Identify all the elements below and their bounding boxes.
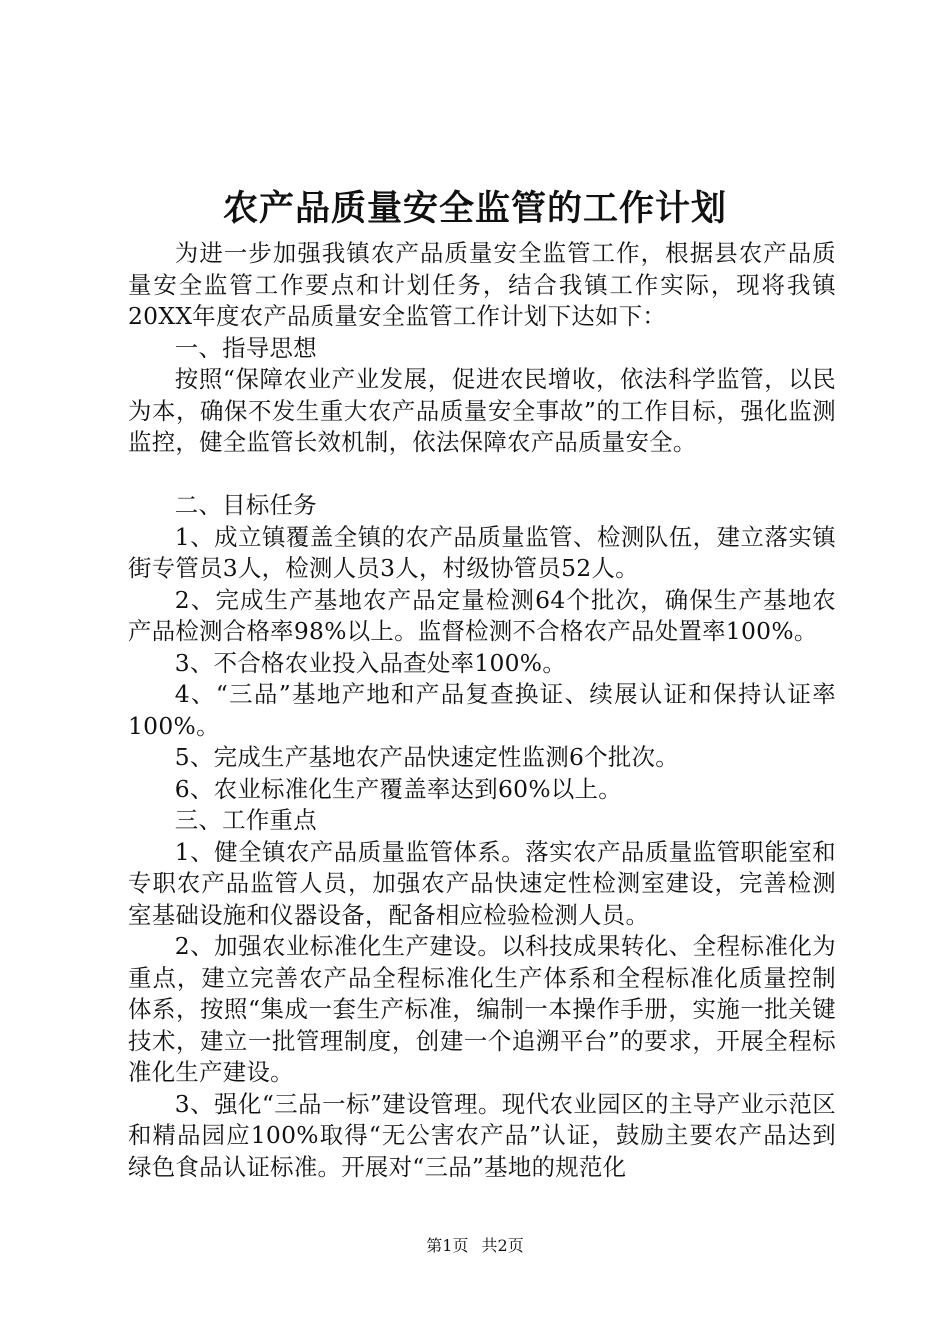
page-footer <box>0 1236 950 1256</box>
page-total: 共2页 <box>481 1236 524 1255</box>
list-item: 5、完成生产基地农产品快速定性监测6个批次。 <box>174 743 679 771</box>
intro-paragraph: 为进一步加强我镇农产品质量安全监管工作，根据县农产品质量安全监管工作要点和计划任务，结合我镇工作实际，现将我镇20XX年度农产品质量安全监管工作计划下达如下： <box>128 239 836 330</box>
paragraph: 按照“保障农业产业发展，促进农民增收，依法科学监管，以民为本，确保不发生重大农产品质量安全事故”的工作目标，强化监测监控，健全监管长效机制，依法保障农产品质量安全。 <box>128 365 836 456</box>
list-item: 6、农业标准化生产覆盖率达到60%以上。 <box>174 774 622 803</box>
page-number: 第1页 <box>426 1236 469 1255</box>
section-heading-key-work: 三、工作重点 <box>174 806 317 834</box>
document-body <box>128 238 836 1183</box>
list-item: 4、“三品”基地产地和产品复查换证、续展认证和保持认证率100%。 <box>128 680 836 740</box>
blank-line <box>128 459 836 491</box>
document-title: 农产品质量安全监管的工作计划 <box>222 188 727 229</box>
list-item: 1、健全镇农产品质量监管体系。落实农产品质量监管职能室和专职农产品监管人员，加强农产品快速定性检测室建设，完善检测室基础设施和仪器设备，配备相应检验检测人员。 <box>128 837 836 929</box>
list-item: 1、成立镇覆盖全镇的农产品质量监管、检测队伍，建立落实镇街专管员3人，检测人员3人，村级协管员52人。 <box>128 522 836 582</box>
section-heading-goals: 二、目标任务 <box>174 491 317 519</box>
list-item: 3、不合格农业投入品查处率100%。 <box>174 648 567 677</box>
section-heading-guiding-ideology: 一、指导思想 <box>174 333 317 362</box>
list-item: 3、强化“三品一标”建设管理。现代农业园区的主导产业示范区和精品园应100%取得“无公害农产品”认证，鼓励主要农产品达到绿色食品认证标准。开展对“三品”基地的规范化 <box>128 1089 836 1181</box>
list-item: 2、加强农业标准化生产建设。以科技成果转化、全程标准化为重点，建立完善农产品全程标准化生产体系和全程标准化质量控制体系，按照“集成一套生产标准，编制一本操作手册，实施一批关键技术，建立一批管理制度，创建一个追溯平台”的要求，开展全程标准化生产建设。 <box>128 932 836 1086</box>
list-item: 2、完成生产基地农产品定量检测64个批次，确保生产基地农产品检测合格率98%以上。监督检测不合格农产品处置率100%。 <box>128 585 836 645</box>
